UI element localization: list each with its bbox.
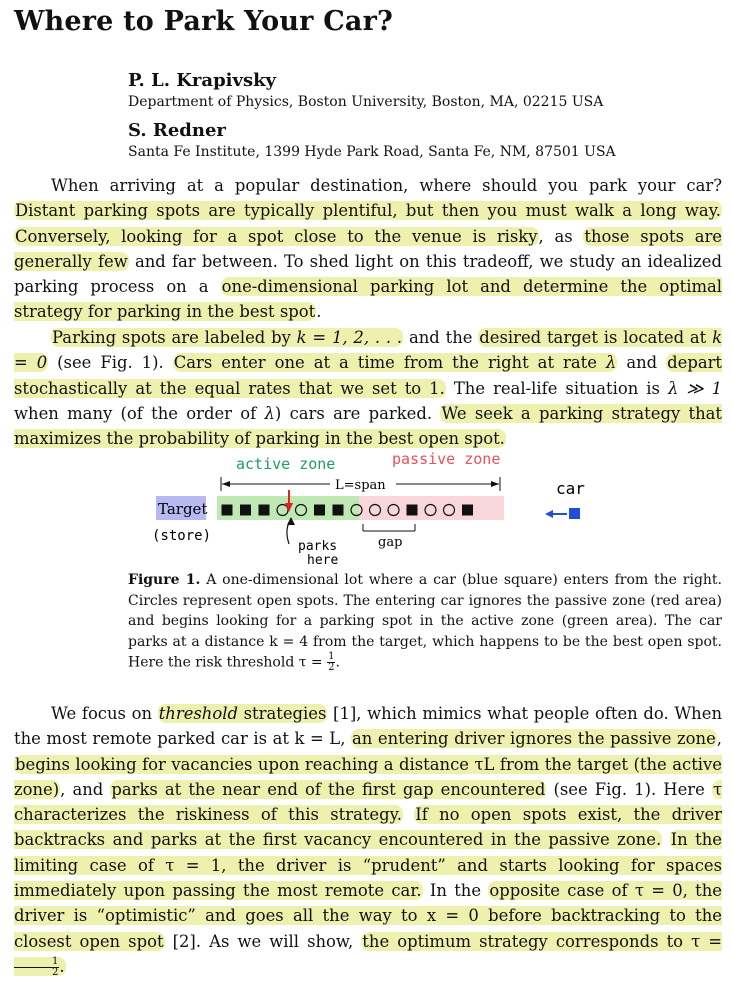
parked-car-spot bbox=[240, 505, 251, 516]
paper-title: Where to Park Your Car? bbox=[14, 6, 394, 37]
paragraph-threshold: We focus on threshold strategies [1], which mimics what people often do. When the most remote parked car is at k = L, an entering driver ignores the passive zone, begins looking for vacancies upon reaching a distance τL from the target (the active zone), and parks at the near end of the first gap encountered (see Fig. 1). Here τ characterizes the riskiness of this strategy. If no open spots exist, the driver backtracks and parks at the first vacancy encountered in the passive zone. In the limiting case of τ = 1, the driver is “prudent” and starts looking for spaces immediately upon passing the most remote car. In the opposite case of τ = 0, the driver is “optimistic” and goes all the way to x = 0 before backtracking to the closest open spot [2]. As we will show, the optimum strategy corresponds to τ = $\frac{1}{2}$ . bbox=[14, 704, 723, 978]
paragraph-model: Parking spots are labeled by k = 1, 2, . . . and the desired target is located at k = 0 (see Fig. 1). Cars enter one at a time from the right at rate λ and depart stochastically at the equal rates that we set to 1. The real-life situation is λ ≫ 1 when many (of the order of λ) cars are parked. We seek a parking strategy that maximizes the probability of parking in the best open spot. bbox=[14, 328, 723, 449]
author-name-1: P. L. Krapivsky bbox=[128, 70, 277, 91]
parked-car-spot bbox=[407, 505, 418, 516]
figure-caption: Figure 1. A one-dimensional lot where a car (blue square) enters from the right. Circles represent open spots. The entering car ignores the passive zone (red area) and begins looking for a parking spot in the active zone (green area). The car parks at a distance k = 4 from the target, which happens to be the best open spot. Here the risk threshold τ = $\frac{1}{2}$ . bbox=[128, 572, 722, 673]
gap-label: gap bbox=[378, 535, 403, 550]
tau-fraction-2: $\frac{1}{2}$ bbox=[14, 957, 59, 978]
span-label: L=span bbox=[335, 478, 386, 493]
paragraph-intro: When arriving at a popular destination, where should you park your car? Distant parking spots are typically plentiful, but then you must walk a long way. Conversely, looking for a spot close to the venue is risky, as those spots are generally few and far between. To shed light on this tradeoff, we study an idealized parking process on a one-dimensional parking lot and determine the optimal strategy for parking in the best spot. bbox=[14, 176, 723, 322]
car-label: car bbox=[556, 479, 585, 498]
author-affiliation-2: Santa Fe Institute, 1399 Hyde Park Road, Santa Fe, NM, 87501 USA bbox=[128, 144, 616, 160]
passive-zone-label: passive zone bbox=[392, 450, 501, 468]
author-affiliation-1: Department of Physics, Boston University, Boston, MA, 02215 USA bbox=[128, 94, 604, 110]
car-square bbox=[569, 508, 580, 519]
parked-car-spot bbox=[314, 505, 325, 516]
active-zone-label: active zone bbox=[236, 455, 336, 473]
figure-1-diagram bbox=[0, 444, 732, 574]
parked-car-spot bbox=[333, 505, 344, 516]
target-label: Target bbox=[158, 500, 208, 518]
parks-here-label-1: parks bbox=[298, 539, 338, 554]
parks-here-label-2: here bbox=[307, 553, 339, 568]
parked-car-spot bbox=[259, 505, 270, 516]
author-name-2: S. Redner bbox=[128, 120, 226, 141]
tau-fraction: $\frac{1}{2}$ bbox=[328, 651, 335, 673]
parked-car-spot bbox=[462, 505, 473, 516]
store-label: (store) bbox=[152, 528, 212, 544]
parked-car-spot bbox=[222, 505, 233, 516]
